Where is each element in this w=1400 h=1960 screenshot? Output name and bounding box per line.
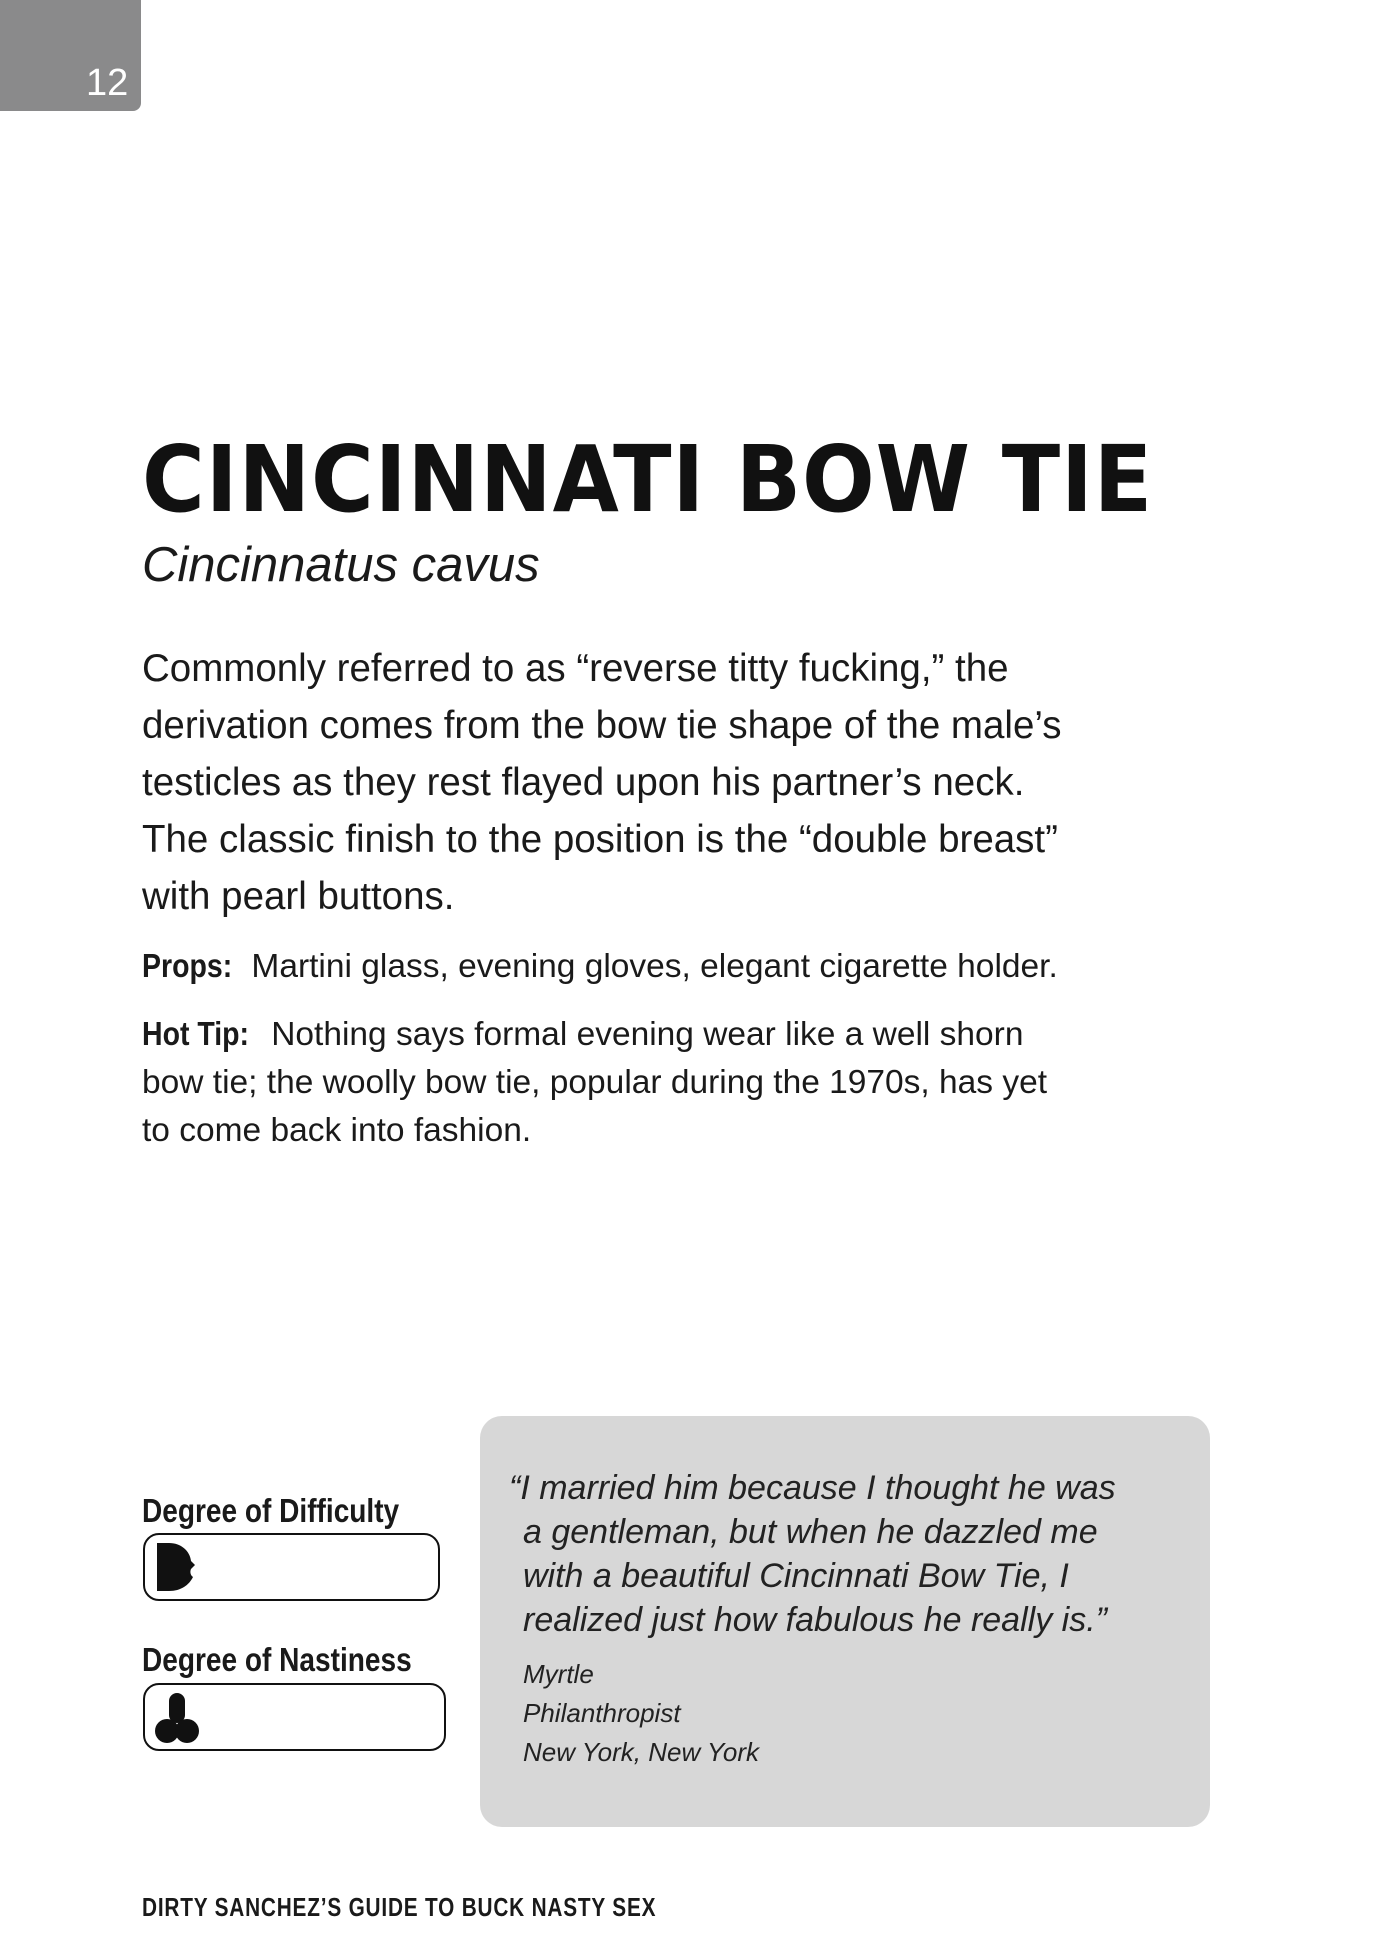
hot-tip-label: Hot Tip:: [142, 1016, 250, 1053]
hot-tip-line: bow tie; the woolly bow tie, popular during the 1970s, has yet: [142, 1064, 1048, 1101]
difficulty-meter: [143, 1533, 440, 1601]
position-title: CINCINNATI BOW TIE: [142, 426, 1154, 533]
testimonial-quote: [509, 1466, 1199, 1642]
half-face-icon: [153, 1541, 203, 1593]
testimonial-card: [480, 1416, 1210, 1827]
running-footer: DIRTY SANCHEZ’S GUIDE TO BUCK NASTY SEX: [142, 1892, 657, 1922]
description: [142, 640, 1152, 925]
quote-location: New York, New York: [523, 1737, 760, 1767]
props-text: Martini glass, evening gloves, elegant cigarette holder.: [251, 948, 1058, 985]
quote-line: realized just how fabulous he really is.”: [523, 1601, 1107, 1639]
hot-tip: [142, 1011, 1142, 1155]
hot-tip-line: Nothing says formal evening wear like a well shorn: [271, 1016, 1024, 1053]
quote-occupation: Philanthropist: [523, 1698, 681, 1728]
quote-line: with a beautiful Cincinnati Bow Tie, I: [523, 1557, 1069, 1595]
description-line: testicles as they rest flayed upon his partner’s neck.: [142, 761, 1025, 804]
description-line: derivation comes from the bow tie shape of the male’s: [142, 704, 1062, 747]
hot-tip-line: to come back into fashion.: [142, 1112, 532, 1149]
description-line: with pearl buttons.: [142, 875, 455, 918]
difficulty-label: Degree of Difficulty: [142, 1492, 400, 1529]
props: [142, 943, 1142, 991]
description-line: Commonly referred to as “reverse titty fucking,” the: [142, 647, 1009, 690]
nastiness-meter: [143, 1683, 446, 1751]
nastiness-label: Degree of Nastiness: [142, 1641, 412, 1678]
quote-line: “I married him because I thought he was: [509, 1469, 1116, 1507]
phallus-icon: [153, 1691, 205, 1745]
quote-line: a gentleman, but when he dazzled me: [523, 1513, 1098, 1551]
props-label: Props:: [142, 948, 233, 985]
page-number: 12: [86, 62, 129, 104]
latin-name: Cincinnatus cavus: [142, 538, 540, 592]
description-line: The classic finish to the position is the “double breast”: [142, 818, 1058, 861]
quote-author: Myrtle: [523, 1659, 594, 1689]
